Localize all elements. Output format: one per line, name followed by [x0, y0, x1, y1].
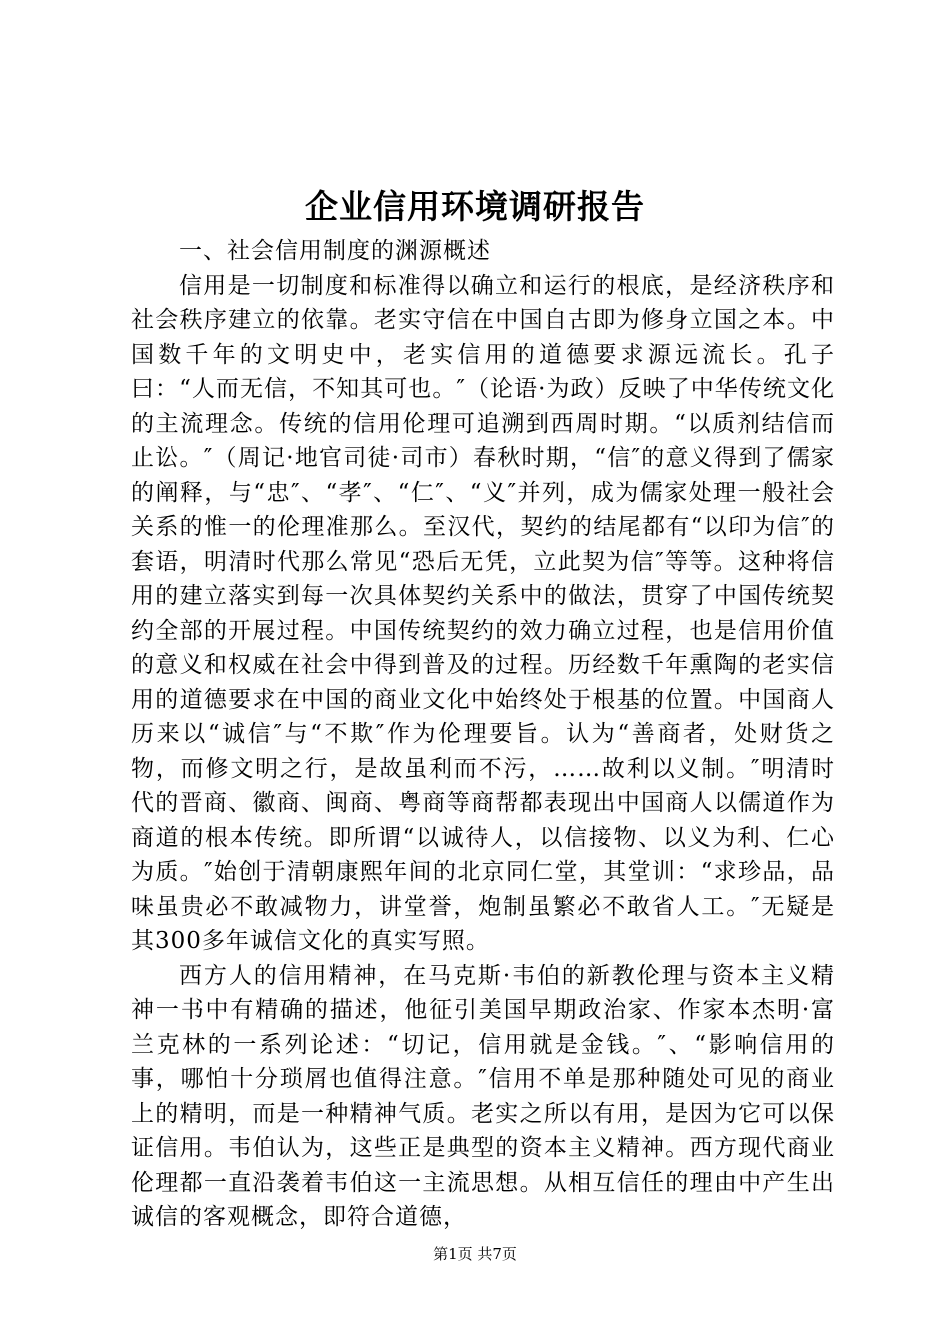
paragraph-2: 西方人的信用精神，在马克斯·韦伯的新教伦理与资本主义精神一书中有精确的描述，他征引美国早期政治家、作家本杰明·富兰克林的一系列论述：“切记，信用就是金钱。″、“影响信用的事，哪怕十分琐屑也值得注意。″信用不单是那种随处可见的商业上的精明，而是一种精神气质。老实之所以有用，是因为它可以保证信用。韦伯认为，这些正是典型的资本主义精神。西方现代商业伦理都一直沿袭着韦伯这一主流思想。从相互信任的理由中产生出诚信的客观概念，即符合道德，: [131, 962, 835, 1230]
document-title: 企业信用环境调研报告: [305, 187, 645, 226]
paragraph-1: 信用是一切制度和标准得以确立和运行的根底，是经济秩序和社会秩序建立的依靠。老实守信在中国自古即为修身立国之本。中国数千年的文明史中，老实信用的道德要求源远流长。孔子曰：“人而无信，不知其可也。″（论语·为政）反映了中华传统文化的主流理念。传统的信用伦理可追溯到西周时期。“以质剂结信而止讼。″（周记·地官司徒·司市）春秋时期，“信″的意义得到了儒家的阐释，与“忠″、“孝″、“仁″、“义″并列，成为儒家处理一般社会关系的惟一的伦理准那么。至汉代，契约的结尾都有“以印为信″的套语，明清时代那么常见“恐后无凭，立此契为信″等等。这种将信用的建立落实到每一次具体契约关系中的做法，贯穿了中国传统契约全部的开展过程。中国传统契约的效力确立过程，也是信用价值的意义和权威在社会中得到普及的过程。历经数千年熏陶的老实信用的道德要求在中国的商业文化中始终处于根基的位置。中国商人历来以“诚信″与“不欺″作为伦理要旨。认为“善商者，处财货之物，而修文明之行，是故虽利而不污，……故利以义制。″明清时代的晋商、徽商、闽商、粤商等商帮都表现出中国商人以儒道作为商道的根本传统。即所谓“以诚待人，以信接物、以义为利、仁心为质。″始创于清朝康熙年间的北京同仁堂，其堂训：“求珍品，品味虽贵必不敢减物力，讲堂誉，炮制虽繁必不敢省人工。″无疑是其300多年诚信文化的真实写照。: [131, 272, 835, 954]
document-body: [131, 234, 835, 1235]
page-number-footer: 第1页 共7页: [433, 1245, 517, 1263]
section-heading: 一、社会信用制度的渊源概述: [179, 238, 491, 264]
